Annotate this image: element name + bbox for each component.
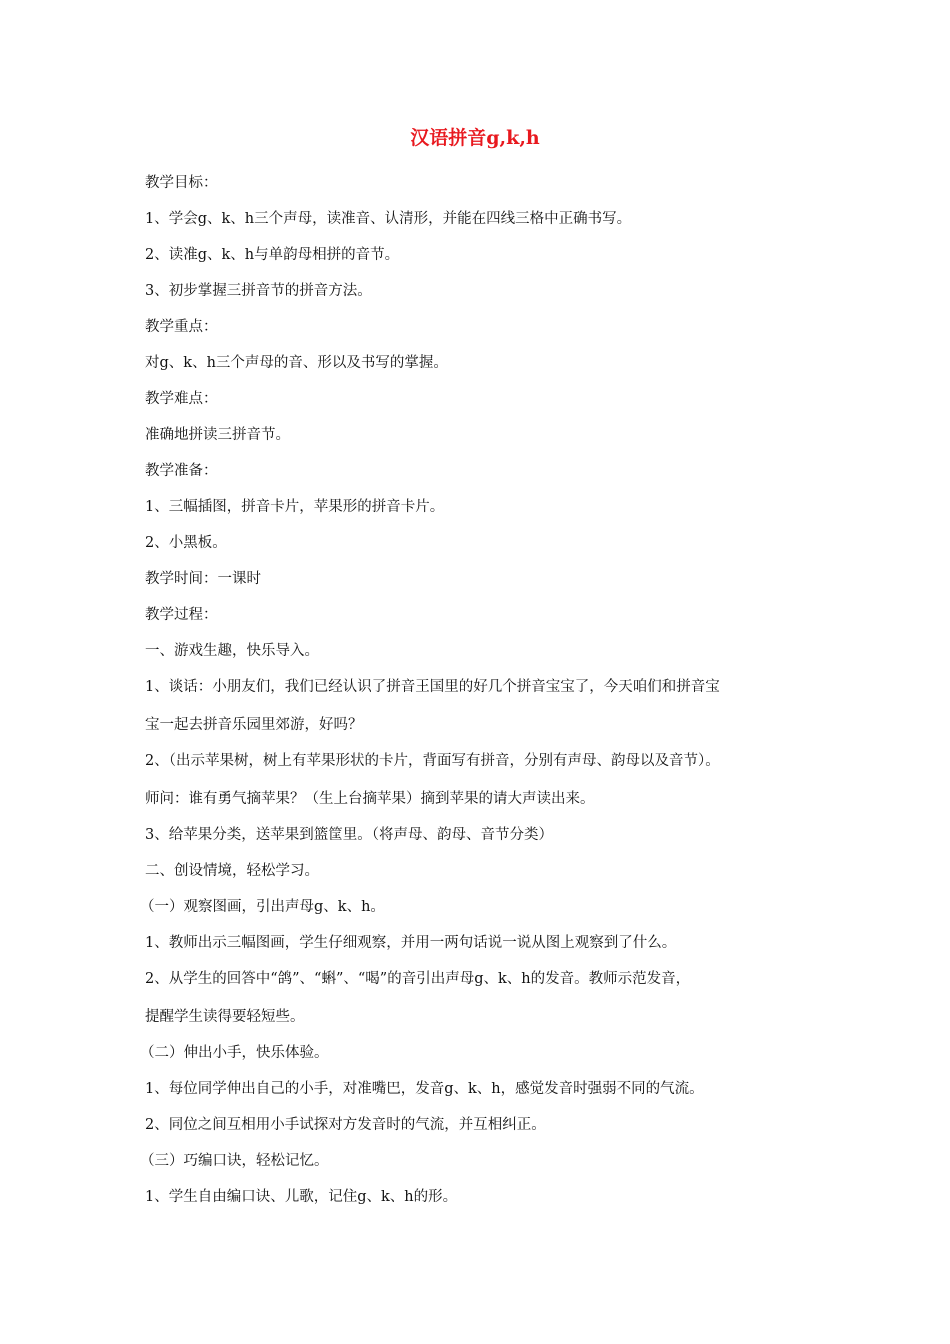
paragraph-line: 2、小黑板。 [145,535,227,551]
paragraph-line: 3、给苹果分类，送苹果到篮筐里。（将声母、韵母、音节分类） [145,827,553,843]
paragraph-line: （一）观察图画，引出声母g、k、h。 [140,899,385,915]
paragraph-line: 师问：谁有勇气摘苹果？（生上台摘苹果）摘到苹果的请大声读出来。 [145,791,595,807]
paragraph-line: 1、学生自由编口诀、儿歌，记住g、k、h的形。 [145,1189,458,1205]
paragraph-line: 提醒学生读得要轻短些。 [145,1009,305,1025]
paragraph-line: 对g、k、h三个声母的音、形以及书写的掌握。 [145,355,448,371]
paragraph-line: 二、创设情境，轻松学习。 [145,863,319,879]
paragraph-line: （三）巧编口诀，轻松记忆。 [140,1153,329,1169]
paragraph-line: 1、每位同学伸出自己的小手，对准嘴巴，发音g、k、h，感觉发音时强弱不同的气流。 [145,1081,704,1097]
section-heading-preparation: 教学准备： [145,463,218,479]
paragraph-line: 1、学会g、k、h三个声母，读准音、认清形，并能在四线三格中正确书写。 [145,211,632,227]
section-heading-process: 教学过程： [145,607,218,623]
section-heading-key-points: 教学重点： [145,319,218,335]
paragraph-line: 准确地拼读三拼音节。 [145,427,290,443]
paragraph-line: 2、同位之间互相用小手试探对方发音时的气流，并互相纠正。 [145,1117,546,1133]
paragraph-line: 2、读准g、k、h与单韵母相拼的音节。 [145,247,400,263]
document-body [140,165,825,1215]
paragraph-line: 宝一起去拼音乐园里郊游，好吗？ [145,717,363,733]
paragraph-line: 1、教师出示三幅图画，学生仔细观察，并用一两句话说一说从图上观察到了什么。 [145,935,677,951]
paragraph-line: （二）伸出小手，快乐体验。 [140,1045,329,1061]
paragraph-line: 2、（出示苹果树，树上有苹果形状的卡片，背面写有拼音，分别有声母、韵母以及音节）。 [145,753,720,769]
section-heading-time: 教学时间：一课时 [145,571,261,587]
section-heading-objectives: 教学目标： [145,175,218,191]
paragraph-line: 一、游戏生趣，快乐导入。 [145,643,319,659]
paragraph-line: 1、三幅插图，拼音卡片，苹果形的拼音卡片。 [145,499,445,515]
section-heading-difficulties: 教学难点： [145,391,218,407]
document-title: 汉语拼音g,k,h [410,127,540,149]
paragraph-line: 1、谈话：小朋友们，我们已经认识了拼音王国里的好几个拼音宝宝了，今天咱们和拼音宝 [145,679,720,695]
paragraph-line: 2、从学生的回答中“鸽”、“蝌”、“喝”的音引出声母g、k、h的发音。教师示范发音， [145,971,691,987]
paragraph-line: 3、初步掌握三拼音节的拼音方法。 [145,283,372,299]
